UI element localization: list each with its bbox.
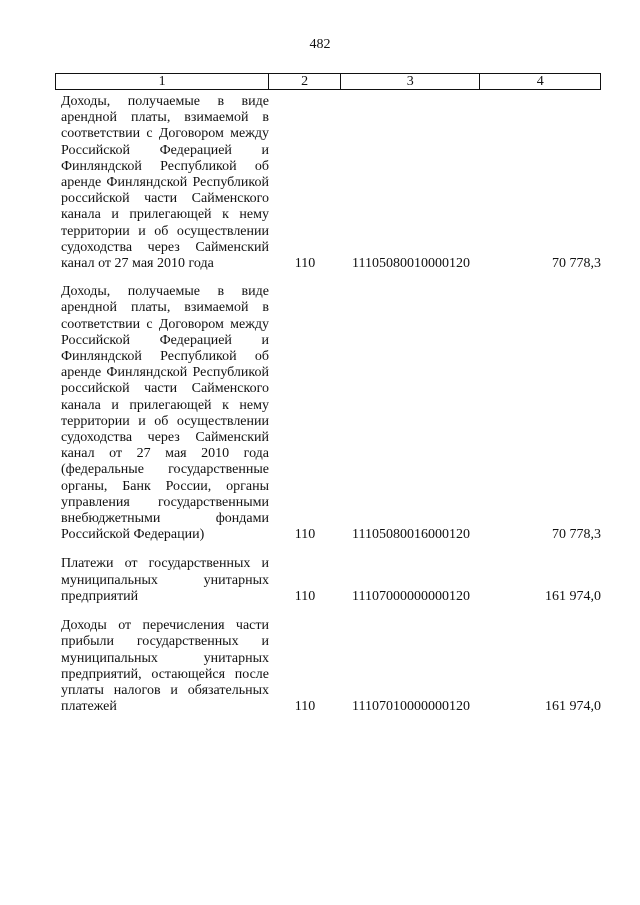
row-description: Доходы от перечисления части прибыли государственных и муниципальных унитарных предприятий, остающейся после уплаты налогов и обязательных платежей xyxy=(61,618,269,715)
header-column-3: 3 xyxy=(341,74,480,89)
row-description: Доходы, получаемые в виде арендной платы, взимаемой в соответствии с Договором между Российской Федерацией и Финляндской Республикой об аренде Финляндской Республикой российской части Сайменского канала и прилегающей к нему территории и об осуществлении судоходства через Сайменский канал от 27 мая 2010 года xyxy=(61,94,269,272)
revenue-table xyxy=(55,73,601,715)
row-amount: 161 974,0 xyxy=(545,588,601,604)
header-column-4: 4 xyxy=(536,74,544,89)
header-column-1: 1 xyxy=(56,74,269,89)
row-admin-code: 110 xyxy=(294,588,316,604)
table-header-row xyxy=(55,73,601,90)
row-budget-code: 11105080016000120 xyxy=(352,527,470,543)
header-column-2: 2 xyxy=(269,74,341,89)
row-admin-code: 110 xyxy=(294,527,316,543)
row-budget-code: 11107000000000120 xyxy=(352,588,470,604)
row-admin-code: 110 xyxy=(294,699,316,715)
row-admin-code: 110 xyxy=(294,256,316,272)
row-budget-code: 11107010000000120 xyxy=(352,699,470,715)
row-description: Платежи от государственных и муниципальных унитарных предприятий xyxy=(61,556,269,604)
row-amount: 161 974,0 xyxy=(545,699,601,715)
row-amount: 70 778,3 xyxy=(552,256,601,272)
table-row xyxy=(55,284,601,543)
page-number: 482 xyxy=(309,37,331,52)
row-amount: 70 778,3 xyxy=(552,527,601,543)
table-row xyxy=(55,556,601,605)
row-budget-code: 11105080010000120 xyxy=(352,256,470,272)
row-description: Доходы, получаемые в виде арендной платы, взимаемой в соответствии с Договором между Российской Федерацией и Финляндской Республикой об аренде Финляндской Республикой российской части Сайменского канала и прилегающей к нему территории и об осуществлении судоходства через Сайменский канал от 27 мая 2010 года (федеральные государственные органы, Банк России, органы управления государственными внебюджетными фондами Российской Федерации) xyxy=(61,284,269,543)
table-row xyxy=(55,94,601,272)
table-row xyxy=(55,618,601,715)
